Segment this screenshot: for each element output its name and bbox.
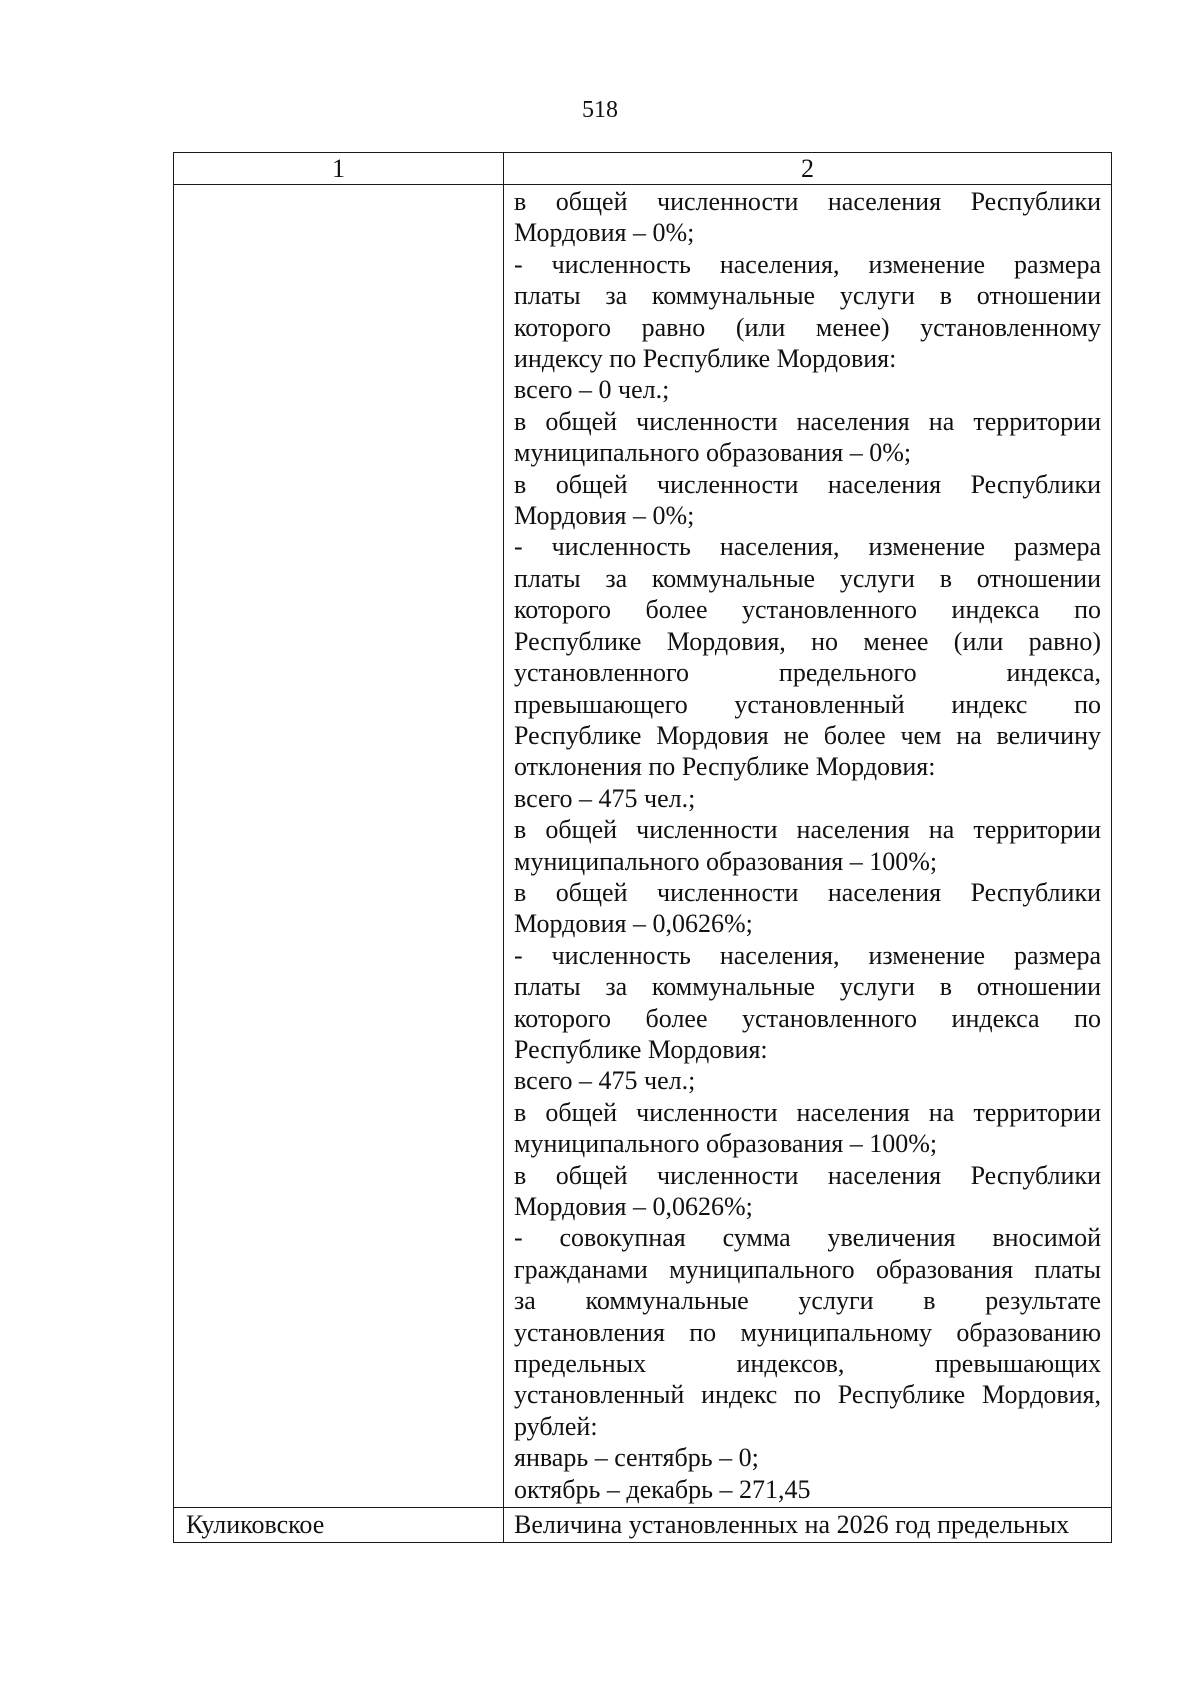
text-line: превышающего установленный индекс по [514,689,1101,719]
text-line: Республике Мордовия, но менее (или равно) [514,626,1101,656]
text-line: январь – сентябрь – 0; [514,1443,759,1473]
text-line: в общей численности населения на территории [514,406,1101,436]
text-line: Республике Мордовия: [514,1034,768,1064]
column-header-1: 1 [174,153,504,185]
indicator-text-cell: Величина установленных на 2026 год предельных [504,1508,1112,1543]
text-line: муниципального образования – 100%; [514,846,938,876]
municipality-name-cell: Куликовское [174,1508,504,1543]
text-line: установленного предельного индекса, [514,658,1101,688]
text-line: гражданами муниципального образования платы [514,1254,1101,1284]
text-line: платы за коммунальные услуги в отношении [514,563,1101,593]
text-line: в общей численности населения на территории [514,1097,1101,1127]
text-line: октябрь – декабрь – 271,45 [514,1474,811,1504]
text-line: - численность населения, изменение размера [514,940,1101,970]
table-row [174,1508,1112,1543]
text-line: - численность населения, изменение размера [514,249,1101,279]
table-header-row [174,153,1112,185]
text-line: Мордовия – 0,0626%; [514,1192,753,1221]
text-line: муниципального образования – 0%; [514,438,912,468]
text-line: в общей численности населения Республики [514,1160,1101,1190]
text-line: платы за коммунальные услуги в отношении [514,972,1101,1002]
text-line: индексу по Республике Мордовия: [514,344,897,374]
text-line: за коммунальные услуги в результате [514,1286,1101,1316]
text-line: в общей численности населения Республики [514,469,1101,499]
column-header-2: 2 [504,153,1112,185]
text-line: - совокупная сумма увеличения вносимой [514,1223,1101,1253]
text-line: всего – 475 чел.; [514,783,696,813]
text-line: установления по муниципальному образованию [514,1317,1101,1347]
text-line: которого более установленного индекса по [514,1003,1101,1033]
text-line: муниципального образования – 100%; [514,1129,938,1159]
text-line: которого более установленного индекса по [514,595,1101,625]
text-line: в общей численности населения Республики [514,877,1101,907]
text-line: которого равно (или менее) установленному [514,312,1101,342]
text-line: платы за коммунальные услуги в отношении [514,281,1101,311]
text-line: в общей численности населения Республики [514,187,1101,216]
text-line: Мордовия – 0%; [514,501,695,531]
text-line: - численность населения, изменение размера [514,532,1101,562]
municipality-cell-empty [174,185,504,1508]
page-number: 518 [582,97,618,123]
text-line: всего – 0 чел.; [514,375,670,405]
text-line: всего – 475 чел.; [514,1066,696,1096]
text-line: Мордовия – 0,0626%; [514,909,753,939]
text-line: рублей: [514,1411,598,1441]
text-line: установленный индекс по Республике Мордовия, [514,1380,1101,1410]
text-line: отклонения по Республике Мордовия: [514,752,936,782]
text-line: в общей численности населения на территории [514,815,1101,845]
text-line: Мордовия – 0%; [514,218,695,248]
text-line: предельных индексов, превышающих [514,1349,1101,1379]
text-line: Республике Мордовия не более чем на величину [514,720,1101,750]
indicator-text-cell [504,185,1112,1508]
document-table [173,152,1112,1543]
table-row [174,185,1112,1508]
